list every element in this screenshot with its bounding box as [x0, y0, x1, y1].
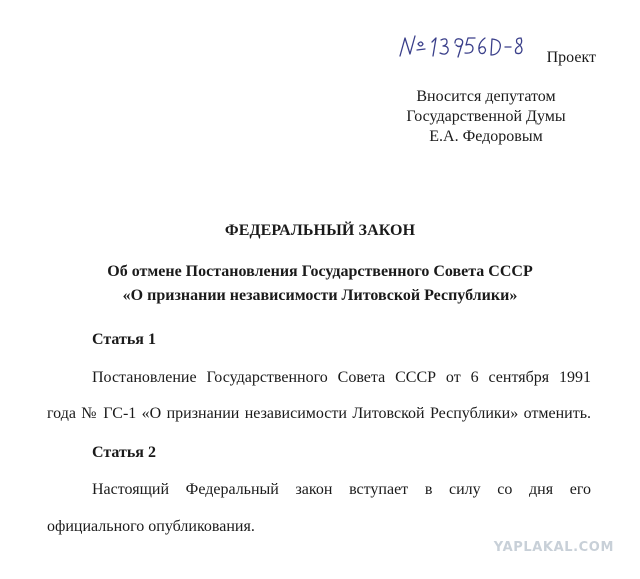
- article-1-heading: Статья 1: [92, 331, 156, 348]
- article-2-heading: Статья 2: [92, 444, 156, 461]
- submitter-line: Е.А. Федоровым: [429, 128, 543, 145]
- article-2-line: Настоящий Федеральный закон вступает в силу со дня его: [92, 481, 591, 498]
- handwritten-registration-number: [397, 32, 529, 62]
- law-subtitle-line: Об отмене Постановления Государственного Совета СССР: [107, 263, 533, 280]
- law-title: ФЕДЕРАЛЬНЫЙ ЗАКОН: [224, 222, 416, 239]
- site-watermark: YAPLAKAL.COM: [493, 540, 614, 555]
- article-2-line: официального опубликования.: [47, 518, 255, 535]
- submitter-block: [376, 87, 596, 147]
- document-status: Проект: [546, 49, 596, 66]
- law-subtitle: [0, 260, 640, 308]
- article-1-line: Постановление Государственного Совета СССР от 6 сентября 1991: [92, 369, 591, 386]
- submitter-line: Вносится депутатом: [416, 88, 556, 105]
- submitter-line: Государственной Думы: [406, 108, 566, 125]
- handwritten-number-drawing: [397, 32, 529, 62]
- law-subtitle-line: «О признании независимости Литовской Республики»: [122, 287, 518, 304]
- article-1-line: года № ГС-1 «О признании независимости Литовской Республики» отменить.: [47, 405, 591, 422]
